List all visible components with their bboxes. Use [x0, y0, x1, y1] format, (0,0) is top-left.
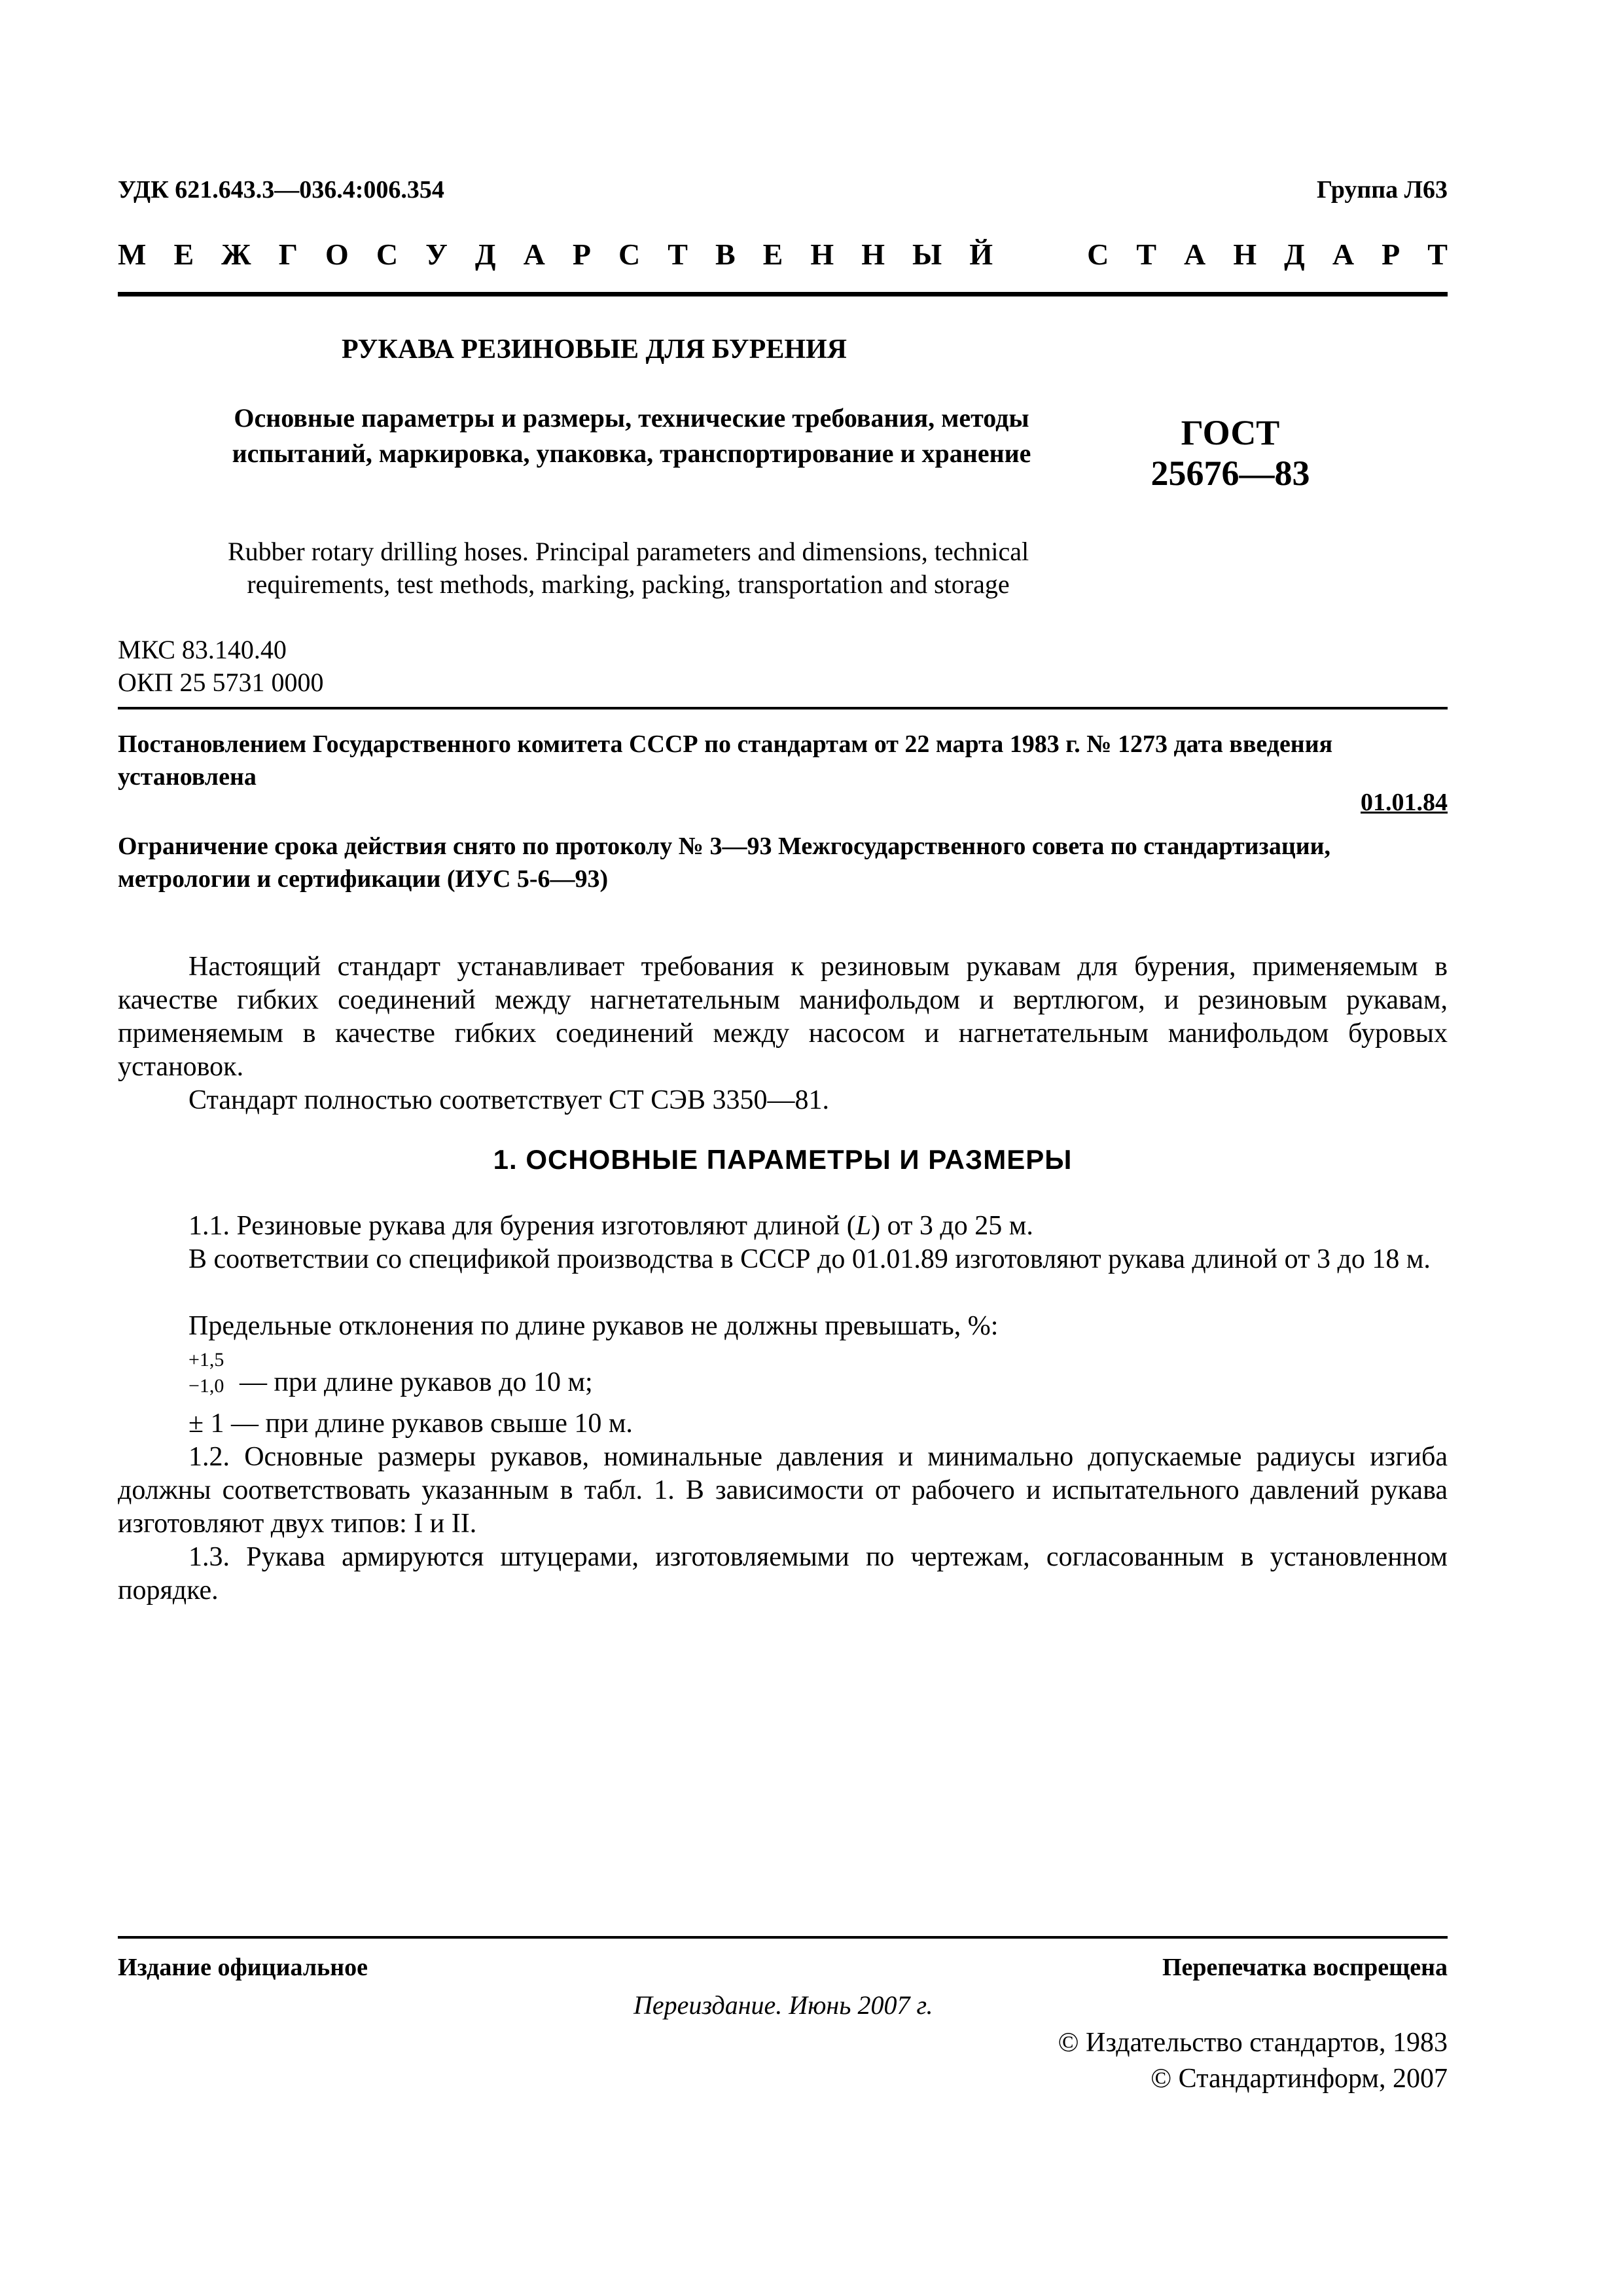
standard-letter: Т: [1427, 238, 1448, 271]
interstate-letter: О: [325, 238, 349, 271]
decree-text: Постановлением Государственного комитета СССР по стандартам от 22 марта 1983 г. № 1273 дата введения установлена: [118, 730, 1333, 791]
interstate-letter: Р: [572, 238, 591, 271]
tolerance-long-hoses: [118, 1407, 1448, 1441]
interstate-letter: М: [118, 238, 147, 271]
clause-1-1-text: 1.1. Резиновые рукава для бурения изготовляют длиной (L) от 3 до 25 м.: [188, 1211, 1033, 1241]
intro-paragraph: [118, 950, 1448, 1084]
clause-1-2-text: 1.2. Основные размеры рукавов, номинальные давления и минимально допускаемые радиусы изгиба должны соответствовать указанным в табл. 1. В зависимости от рабочего и испытательного давлений рукава изготовляют двух типов: I и II.: [118, 1442, 1448, 1539]
clause-1-3-text: 1.3. Рукава армируются штуцерами, изготовляемыми по чертежам, согласованным в установленном порядке.: [118, 1542, 1448, 1605]
clause-1-1: [118, 1210, 1448, 1243]
interstate-letter: Д: [474, 238, 496, 271]
footer-rule: [118, 1936, 1448, 1939]
standard-letter: А: [1184, 238, 1206, 271]
interstate-letter: Е: [173, 238, 194, 271]
clause-1-1-ussr: [118, 1243, 1448, 1276]
standard-letter: Р: [1382, 238, 1400, 271]
intro-text: Настоящий стандарт устанавливает требования к резиновым рукавам для бурения, применяемым в качестве гибких соединений между нагнетательным манифольдом и вертлюгом, и резиновым рукавам, применяемым в качестве гибких соединений между насосом и нагнетательным манифольдом буровых установок.: [118, 952, 1448, 1082]
interstate-letter: У: [425, 238, 448, 271]
mks-code: МКС 83.140.40: [118, 635, 287, 664]
interstate-letter: В: [715, 238, 736, 271]
tolerance-long-text: ± 1 — при длине рукавов свыше 10 м.: [188, 1408, 633, 1439]
standard-letter: А: [1332, 238, 1355, 271]
introduction-date: 01.01.84: [1361, 789, 1448, 816]
deviation-intro: [118, 1310, 1448, 1343]
interstate-letter: Т: [668, 238, 688, 271]
reprint-ban: Перепечатка воспрещена: [1162, 1954, 1448, 1981]
gost-label: ГОСТ: [1181, 413, 1280, 452]
tolerance-short-text: — при длине рукавов до 10 м;: [240, 1367, 593, 1397]
standard-letter: Д: [1284, 238, 1305, 271]
official-edition: Издание официальное: [118, 1954, 368, 1981]
deviation-intro-text: Предельные отклонения по длине рукавов не должны превышать, %:: [188, 1311, 999, 1341]
udk-code: УДК 621.643.3—036.4:006.354: [118, 176, 444, 204]
tolerance-minus: −1,0: [188, 1375, 224, 1397]
clause-1-2: [118, 1441, 1448, 1541]
interstate-letter: Н: [861, 238, 885, 271]
section-heading: 1. ОСНОВНЫЕ ПАРАМЕТРЫ И РАЗМЕРЫ: [493, 1144, 1073, 1175]
standard-letter: Т: [1136, 238, 1157, 271]
clause-1-3: [118, 1541, 1448, 1607]
interstate-letter: Ж: [221, 238, 251, 271]
header-rule: [118, 292, 1448, 296]
interstate-letter: Ы: [912, 238, 942, 271]
banner-gap: [1020, 237, 1060, 272]
tolerance-plus: +1,5: [188, 1349, 224, 1371]
english-title: Rubber rotary drilling hoses. Principal parameters and dimensions, technical requirements, test methods, marking, packing, transportation and storage: [227, 537, 1029, 599]
interstate-letter: А: [523, 238, 545, 271]
conformity-paragraph: [118, 1084, 1448, 1117]
gost-designation: [1086, 412, 1374, 493]
interstate-letter: Е: [762, 238, 783, 271]
copyright-1983: © Издательство стандартов, 1983: [1058, 2028, 1448, 2058]
standard-letter: Н: [1233, 238, 1257, 271]
gost-number: 25676—83: [1150, 454, 1310, 493]
interstate-letter: Г: [278, 238, 298, 271]
tolerance-limits: [188, 1347, 224, 1399]
conformity-text: Стандарт полностью соответствует СТ СЭВ 3350—81.: [188, 1085, 829, 1115]
document-title: РУКАВА РЕЗИНОВЫЕ ДЛЯ БУРЕНИЯ: [342, 334, 847, 365]
limitation-note: Ограничение срока действия снято по протоколу № 3—93 Межгосударственного совета по стандартизации, метрологии и сертификации (ИУС 5-6—93): [118, 833, 1331, 893]
title-rule: [118, 707, 1448, 709]
classification-codes: [118, 634, 323, 699]
interstate-letter: Н: [810, 238, 834, 271]
standard-letter: С: [1087, 238, 1109, 271]
interstate-letter: Й: [969, 238, 993, 271]
okp-code: ОКП 25 5731 0000: [118, 668, 324, 697]
interstate-standard-banner: [118, 237, 1448, 272]
document-subtitle: Основные параметры и размеры, технические требования, методы испытаний, маркировка, упаковка, транспортирование и хранение: [232, 403, 1031, 468]
group-code: Группа Л63: [1316, 176, 1448, 204]
interstate-letter: С: [618, 238, 641, 271]
copyright-2007: © Стандартинформ, 2007: [1150, 2064, 1448, 2094]
clause-1-1-ussr-text: В соответствии со спецификой производства в СССР до 01.01.89 изготовляют рукава длиной от 3 до 18 м.: [188, 1244, 1431, 1274]
reissue-note: Переиздание. Июнь 2007 г.: [633, 1990, 933, 2020]
interstate-letter: С: [376, 238, 399, 271]
